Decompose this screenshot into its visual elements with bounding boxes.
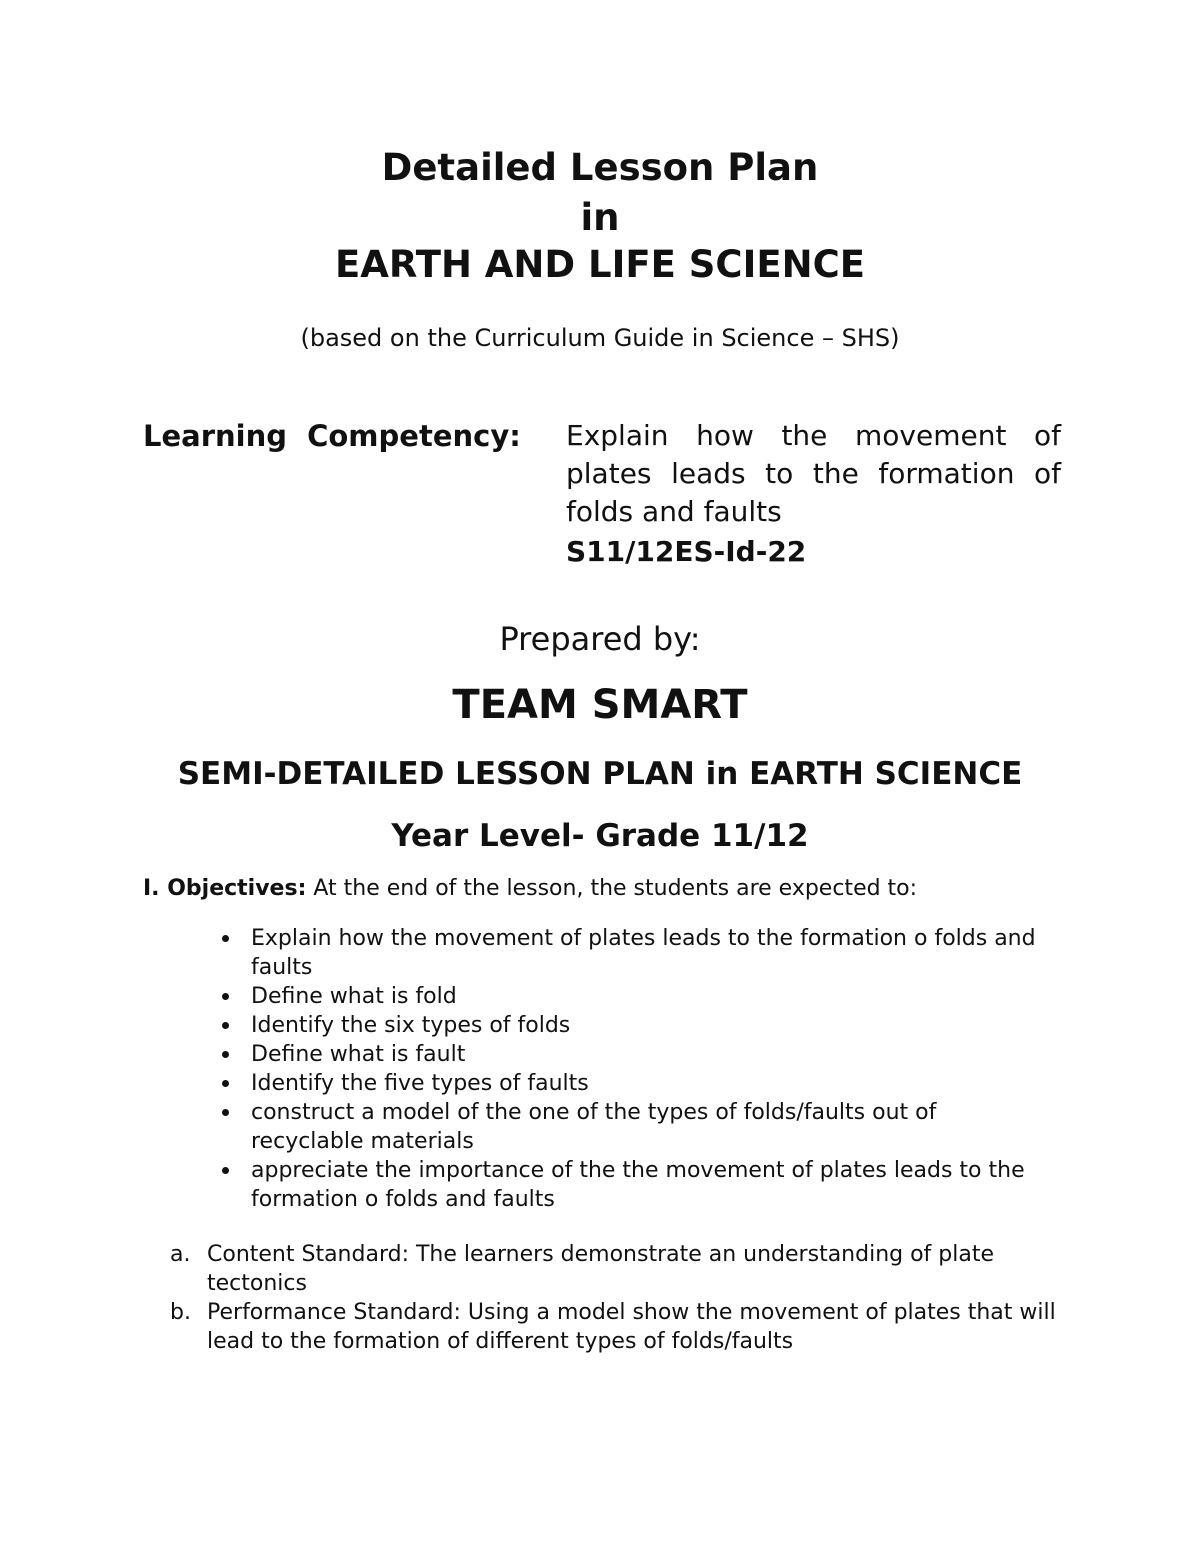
- list-letter: b.: [170, 1300, 191, 1325]
- performance-standard: [170, 1298, 1060, 1356]
- standard-text: Content Standard: The learners demonstrate an understanding of plate tectonics: [207, 1242, 995, 1296]
- objectives-intro-text: At the end of the lesson, the students are expected to:: [313, 876, 918, 901]
- team-name: TEAM SMART: [452, 682, 748, 728]
- competency-label: Learning Competency:: [143, 419, 521, 453]
- plan-heading: SEMI-DETAILED LESSON PLAN in EARTH SCIENCE: [177, 756, 1023, 792]
- competency-text: Explain how the movement of plates leads to the formation of folds and faults: [566, 419, 1061, 528]
- list-item: appreciate the importance of the the movement of plates leads to the formation o folds and faults: [210, 1156, 1050, 1214]
- competency-code: S11/12ES-Id-22: [566, 535, 807, 568]
- list-letter: a.: [170, 1242, 191, 1267]
- objectives-list: [210, 924, 1050, 1214]
- objectives-label: I. Objectives:: [143, 876, 307, 901]
- list-item: Define what is fault: [210, 1040, 1050, 1069]
- standards-list: [170, 1240, 1060, 1356]
- list-item: Identify the six types of folds: [210, 1011, 1050, 1040]
- prepared-by-label: Prepared by:: [499, 620, 701, 658]
- year-level: Year Level- Grade 11/12: [391, 818, 809, 854]
- standard-text: Performance Standard: Using a model show the movement of plates that will lead to the formation of different types of folds/faults: [207, 1300, 1056, 1354]
- list-item: Define what is fold: [210, 982, 1050, 1011]
- document-title-connector: in: [580, 196, 620, 239]
- curriculum-basis: (based on the Curriculum Guide in Science – SHS): [300, 324, 900, 352]
- document-title: Detailed Lesson Plan: [381, 146, 819, 189]
- objectives-intro: [143, 874, 917, 904]
- list-item: Identify the five types of faults: [210, 1069, 1050, 1098]
- list-item: construct a model of the one of the types of folds/faults out of recyclable materials: [210, 1098, 1050, 1156]
- list-item: Explain how the movement of plates leads to the formation o folds and faults: [210, 924, 1050, 982]
- subject-title: EARTH AND LIFE SCIENCE: [334, 243, 866, 286]
- content-standard: [170, 1240, 1060, 1298]
